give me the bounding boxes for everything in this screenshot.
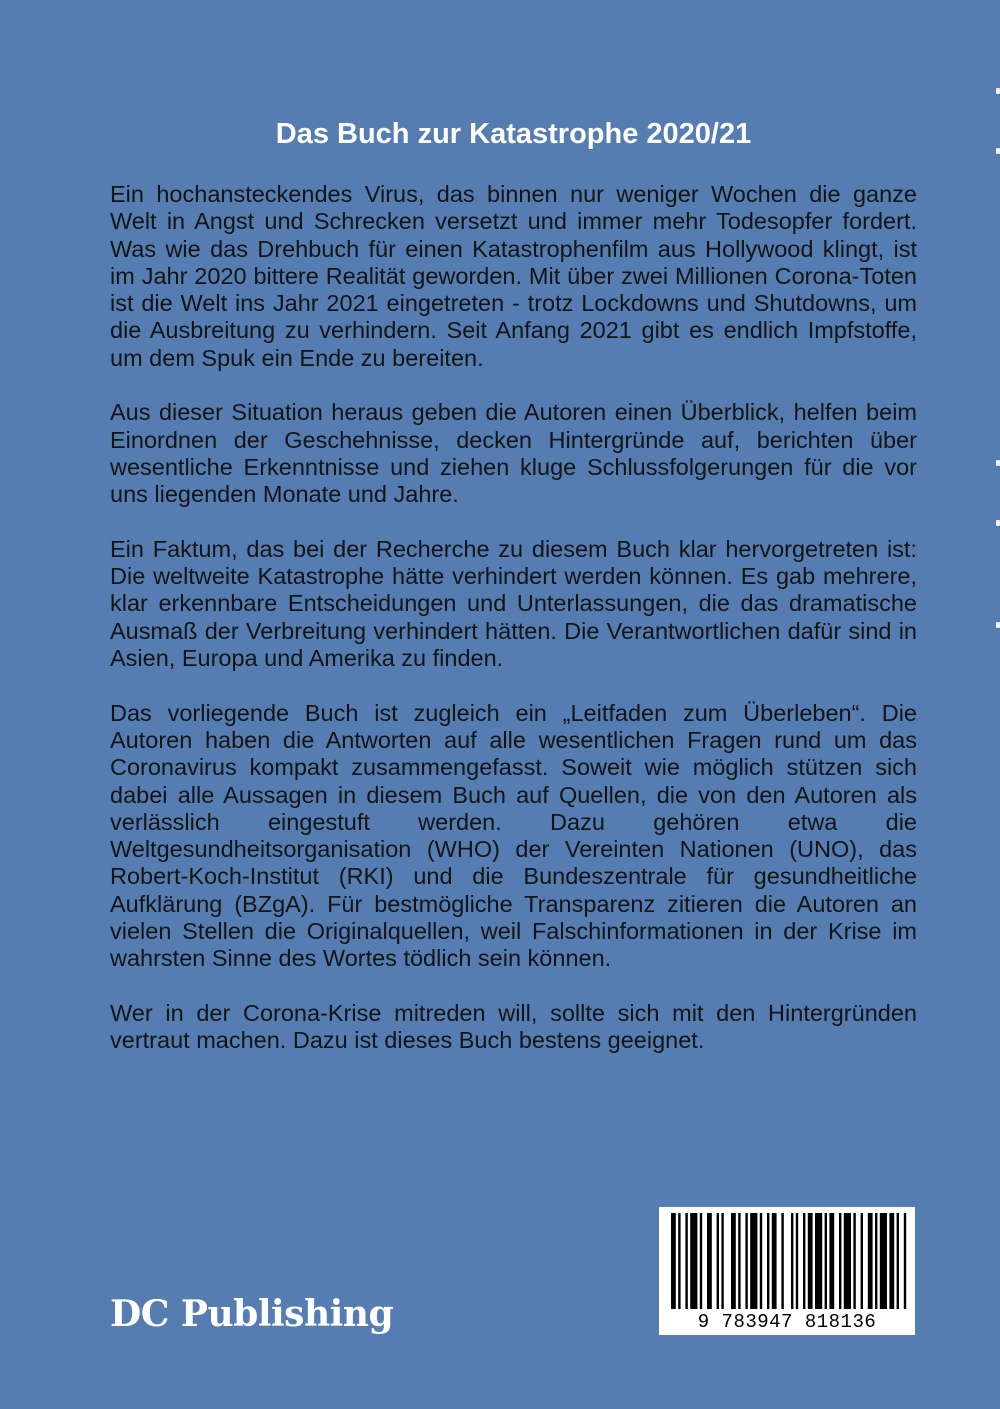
blurb-paragraph-2: Aus dieser Situation heraus geben die Autoren einen Überblick, helfen beim Einordnen der Geschehnisse, decken Hintergründe auf, berichten über wesentliche Erkenntnisse und ziehen kluge Schlussfolgerungen für die vor uns liegenden Monate und Jahre. bbox=[110, 399, 917, 508]
barcode-bar bbox=[875, 1213, 877, 1309]
barcode-bar bbox=[717, 1213, 719, 1309]
barcode-bar bbox=[690, 1213, 697, 1309]
barcode-bar bbox=[772, 1213, 777, 1309]
barcode-bar bbox=[897, 1213, 899, 1309]
edge-mark bbox=[996, 622, 1000, 628]
barcode-bar bbox=[868, 1213, 873, 1309]
blurb-paragraph-5: Wer in der Corona-Krise mitreden will, sollte sich mit den Hintergründen vertraut machen. Dazu ist dieses Buch bestens geeignet. bbox=[110, 999, 917, 1054]
barcode-bar bbox=[839, 1213, 841, 1309]
edge-mark bbox=[996, 460, 1000, 466]
isbn-barcode bbox=[659, 1207, 915, 1335]
barcode-bar bbox=[829, 1213, 834, 1309]
barcode-bar bbox=[767, 1213, 769, 1309]
barcode-bar bbox=[825, 1213, 827, 1309]
barcode-bar bbox=[803, 1213, 805, 1309]
barcode-bar bbox=[760, 1213, 762, 1309]
blurb-text bbox=[110, 181, 917, 1055]
barcode-bar bbox=[707, 1213, 712, 1309]
barcode-bar bbox=[738, 1213, 740, 1309]
barcode-bar bbox=[815, 1213, 822, 1309]
barcode-bar bbox=[685, 1213, 687, 1309]
barcode-bar bbox=[796, 1213, 798, 1309]
barcode-bar bbox=[889, 1213, 894, 1309]
barcode-bar bbox=[745, 1213, 747, 1309]
barcode-bar bbox=[791, 1213, 793, 1309]
blurb-paragraph-3: Ein Faktum, das bei der Recherche zu diesem Buch klar hervorgetreten ist: Die weltweite Katastrophe hätte verhindert werden können. Es gab mehrere, klar erkennbare Entscheidungen und Unterlassungen, die das dramatische Ausmaß der Verbreitung verhindert hätten. Die Verantwortlichen dafür sind in Asien, Europa und Amerika zu finden. bbox=[110, 535, 917, 672]
barcode-bar bbox=[750, 1213, 757, 1309]
barcode-bar bbox=[853, 1213, 855, 1309]
isbn-number: 9 783947 818136 bbox=[697, 1311, 877, 1333]
blurb-paragraph-1: Ein hochansteckendes Virus, das binnen nur weniger Wochen die ganze Welt in Angst und Schrecken versetzt und immer mehr Todesopfer fordert. Was wie das Drehbuch für einen Katastrophenfilm aus Hollywood klingt, ist im Jahr 2020 bittere Realität geworden. Mit über zwei Millionen Corona-Toten ist die Welt ins Jahr 2021 eingetreten - trotz Lockdowns und Shutdowns, um die Ausbreitung zu verhindern. Seit Anfang 2021 gibt es endlich Impfstoffe, um dem Spuk ein Ende zu bereiten. bbox=[110, 181, 917, 371]
edge-mark bbox=[996, 520, 1000, 526]
book-title: Das Buch zur Katastrophe 2020/21 bbox=[275, 118, 752, 150]
publisher-logo: DC Publishing bbox=[110, 1293, 394, 1335]
barcode-bar bbox=[781, 1213, 783, 1309]
barcode-bar bbox=[880, 1213, 887, 1309]
blurb-paragraph-4: Das vorliegende Buch ist zugleich ein „Leitfaden zum Überleben“. Die Autoren haben die Antworten auf alle wesentlichen Fragen rund um das Coronavirus kompakt zusammengefasst. Soweit wie möglich stützen sich dabei alle Aussagen in diesem Buch auf Quellen, die von den Autoren als verlässlich eingestuft werden. Dazu gehören etwa die Weltgesundheitsorganisation (WHO) der Vereinten Nationen (UNO), das Robert-Koch-Institut (RKI) und die Bundeszentrale für gesundheitliche Aufklärung (BZgA). Für bestmögliche Transparenz zitieren die Autoren an vielen Stellen die Originalquellen, weil Falschinformationen in der Krise im wahrsten Sinne des Wortes tödlich sein können. bbox=[110, 699, 917, 972]
barcode-bar bbox=[731, 1213, 736, 1309]
barcode-bar bbox=[671, 1213, 676, 1309]
barcode-bar bbox=[904, 1213, 906, 1309]
barcode-bar bbox=[721, 1213, 723, 1309]
edge-mark bbox=[996, 88, 1000, 94]
barcode-bar bbox=[678, 1213, 680, 1309]
edge-mark bbox=[996, 148, 1000, 154]
barcode-bar bbox=[844, 1213, 851, 1309]
barcode-bar bbox=[808, 1213, 813, 1309]
barcode-bar bbox=[861, 1213, 863, 1309]
barcode-bar bbox=[700, 1213, 702, 1309]
